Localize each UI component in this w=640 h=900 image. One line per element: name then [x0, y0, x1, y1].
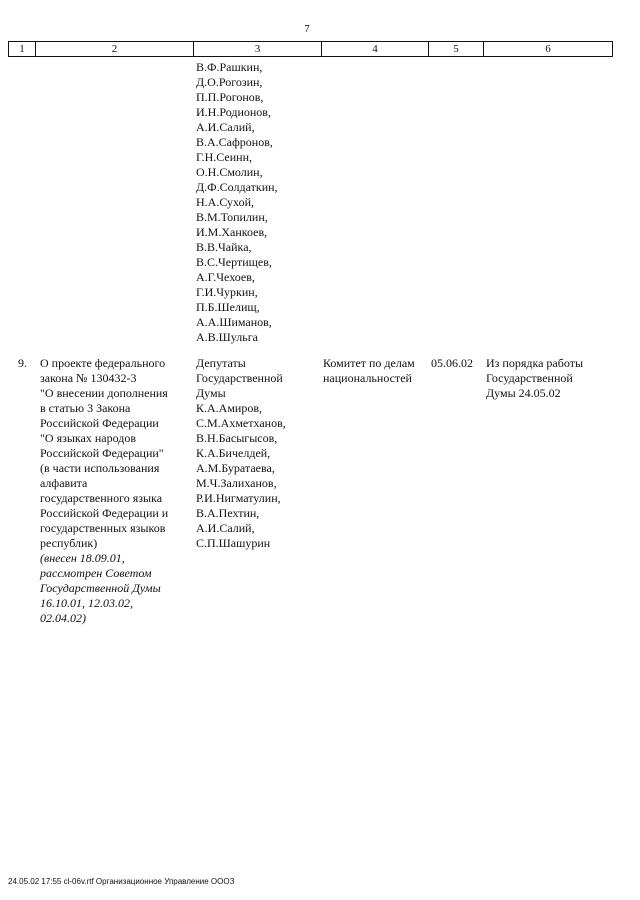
submission-note-line: 02.04.02): [40, 611, 86, 625]
description-line: Российской Федерации": [40, 446, 164, 460]
author-name: Д.Ф.Солдаткин,: [196, 180, 278, 194]
column-header-5: 5: [429, 42, 484, 56]
author-line: К.А.Амиров,: [196, 401, 263, 415]
result-line: Государственной: [486, 371, 573, 385]
author-name: И.Н.Родионов,: [196, 105, 271, 119]
author-name: В.А.Сафронов,: [196, 135, 273, 149]
description-line: закона № 130432-3: [40, 371, 137, 385]
description-line: в статью 3 Закона: [40, 401, 131, 415]
author-name: П.Б.Шелищ,: [196, 300, 260, 314]
column-header-2: 2: [36, 42, 194, 56]
description-line: (в части использования: [40, 461, 160, 475]
submission-note-line: Государственной Думы: [40, 581, 161, 595]
continued-authors-list: [196, 60, 321, 345]
author-line: К.А.Бичелдей,: [196, 446, 271, 460]
column-header-6: 6: [545, 43, 551, 55]
submission-note-line: рассмотрен Советом: [40, 566, 152, 580]
description-line: государственных языков: [40, 521, 166, 535]
responsible-committee: [323, 356, 428, 386]
page-number: 7: [304, 23, 310, 35]
column-header-4: 4: [322, 42, 429, 56]
description-line: О проекте федерального: [40, 356, 166, 370]
bill-authors: [196, 356, 324, 551]
column-header-3: 3: [194, 42, 322, 56]
committee-line: Комитет по делам: [323, 356, 415, 370]
author-line: М.Ч.Залиханов,: [196, 476, 277, 490]
description-line: "О языках народов: [40, 431, 137, 445]
author-name: А.В.Шульга: [196, 330, 258, 344]
result-line: Думы 24.05.02: [486, 386, 561, 400]
description-line: "О внесении дополнения: [40, 386, 168, 400]
author-name: В.М.Топилин,: [196, 210, 268, 224]
document-footer: 24.05.02 17:55 cl-06v.rtf Организационное Управление ОООЗ: [8, 877, 235, 886]
description-line: Российской Федерации и: [40, 506, 169, 520]
author-name: А.И.Салий,: [196, 120, 255, 134]
description-line: республик): [40, 536, 98, 550]
author-name: В.Ф.Рашкин,: [196, 60, 263, 74]
author-name: А.А.Шиманов,: [196, 315, 272, 329]
author-name: П.П.Рогонов,: [196, 90, 264, 104]
author-line: С.П.Шашурин: [196, 536, 271, 550]
column-header-1: 1: [9, 42, 36, 56]
author-line: А.И.Салий,: [196, 521, 255, 535]
row-number: 9.: [18, 356, 27, 370]
review-date: 05.06.02: [431, 356, 473, 370]
author-line: Р.И.Нигматулин,: [196, 491, 281, 505]
submission-note-line: 16.10.01, 12.03.02,: [40, 596, 133, 610]
author-line: В.Н.Басыгысов,: [196, 431, 278, 445]
author-name: Н.А.Сухой,: [196, 195, 255, 209]
author-line: Государственной: [196, 371, 283, 385]
result-line: Из порядка работы: [486, 356, 584, 370]
table-header-row: [8, 41, 613, 57]
submission-note-line: (внесен 18.09.01,: [40, 551, 125, 565]
decision-result: [486, 356, 611, 401]
author-name: В.С.Чертищев,: [196, 255, 272, 269]
author-line: С.М.Ахметханов,: [196, 416, 286, 430]
description-line: Российской Федерации: [40, 416, 159, 430]
author-name: В.В.Чайка,: [196, 240, 252, 254]
bill-description: [40, 356, 198, 626]
author-name: А.Г.Чехоев,: [196, 270, 255, 284]
committee-line: национальностей: [323, 371, 412, 385]
author-line: В.А.Пехтин,: [196, 506, 260, 520]
author-name: Г.Н.Сеинн,: [196, 150, 252, 164]
description-line: государственного языка: [40, 491, 163, 505]
description-line: алфавита: [40, 476, 88, 490]
author-line: Депутаты: [196, 356, 246, 370]
author-name: И.М.Ханкоев,: [196, 225, 268, 239]
author-name: Г.И.Чуркин,: [196, 285, 258, 299]
author-line: Думы: [196, 386, 226, 400]
author-name: Д.О.Рогозин,: [196, 75, 263, 89]
author-name: О.Н.Смолин,: [196, 165, 263, 179]
author-line: А.М.Буратаева,: [196, 461, 275, 475]
